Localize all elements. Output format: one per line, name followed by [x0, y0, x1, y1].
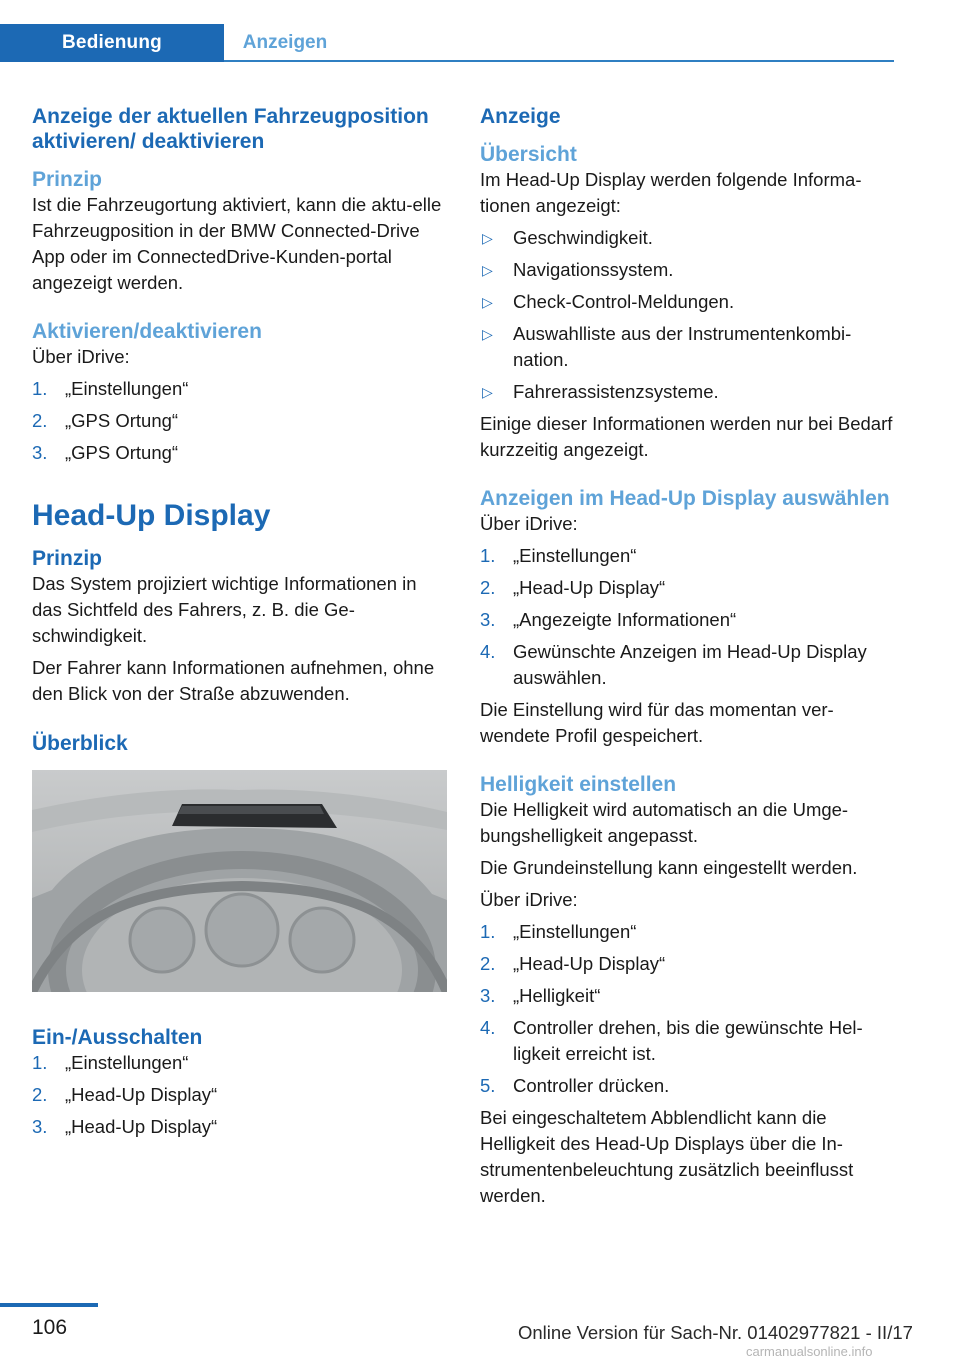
list-item: 4. Controller drehen, bis die gewünschte Hel-ligkeit erreicht ist.: [480, 1017, 863, 1064]
paragraph: Die Grundeinstellung kann eingestellt werden.: [480, 857, 858, 878]
dashboard-illustration: [32, 770, 447, 992]
triangle-bullet-icon: ▷: [482, 294, 493, 310]
list-item: 3. „Angezeigte Informationen“: [480, 609, 737, 630]
list-item: 1. „Einstellungen“: [32, 1052, 189, 1073]
paragraph: Der Fahrer kann Informationen aufnehmen, ohne den Blick von der Straße abzuwenden.: [32, 657, 435, 704]
left-column: [32, 104, 450, 1140]
subheading-aktivieren: Aktivieren/deaktivieren: [32, 320, 262, 343]
paragraph: Das System projiziert wichtige Informationen in das Sichtfeld des Fahrers, z. B. die Ge-schwindigkeit.: [32, 573, 417, 646]
footer-rule: [0, 1303, 98, 1307]
chapter-title-head-up-display: Head-Up Display: [32, 499, 271, 532]
paragraph: Ist die Fahrzeugortung aktiviert, kann die aktu-elle Fahrzeugposition in der BMW Connected-Drive App oder im ConnectedDrive-Kunden-portal angezeigt werden.: [32, 194, 442, 293]
list-item: 2. „GPS Ortung“: [32, 410, 179, 431]
subheading-prinzip: Prinzip: [32, 168, 103, 191]
paragraph: Über iDrive:: [32, 346, 130, 367]
triangle-bullet-icon: ▷: [482, 262, 493, 278]
paragraph: Bei eingeschaltetem Abblendlicht kann die Helligkeit des Head-Up Displays über die In-strumentenbeleuchtung zusätzlich beeinflusst werden.: [480, 1107, 854, 1206]
watermark: carmanualsonline.info: [746, 1344, 873, 1359]
list-item: ▷ Fahrerassistenzsysteme.: [480, 379, 898, 405]
page-number: 106: [32, 1316, 68, 1339]
right-column: [480, 104, 898, 1209]
online-version-note: Online Version für Sach-Nr. 01402977821 - II/17: [518, 1322, 913, 1343]
tab-bedienung[interactable]: Bedienung: [0, 24, 224, 62]
steps-list-anzeigen: [480, 543, 898, 691]
list-item: 2. „Head-Up Display“: [480, 953, 666, 974]
triangle-bullet-icon: ▷: [482, 326, 493, 342]
list-item: 1. „Einstellungen“: [480, 921, 637, 942]
list-item: 3. „GPS Ortung“: [32, 442, 179, 463]
steps-list-gps: [32, 376, 450, 466]
list-item: ▷ Navigationssystem.: [480, 257, 898, 283]
list-item: 4. Gewünschte Anzeigen im Head-Up Display auswählen.: [480, 641, 867, 688]
info-bullet-list: [480, 225, 898, 405]
list-item: 3. „Helligkeit“: [480, 985, 601, 1006]
subheading-prinzip-hud: Prinzip: [32, 547, 103, 570]
list-item: 3. „Head-Up Display“: [32, 1116, 218, 1137]
list-item: 5. Controller drücken.: [480, 1075, 670, 1096]
subheading-uebersicht: Übersicht: [480, 143, 577, 166]
paragraph: Über iDrive:: [480, 513, 578, 534]
paragraph: Über iDrive:: [480, 889, 578, 910]
list-item: ▷ Geschwindigkeit.: [480, 225, 898, 251]
steps-list-helligkeit: [480, 919, 898, 1099]
tab-anzeigen[interactable]: Anzeigen: [242, 32, 328, 53]
triangle-bullet-icon: ▷: [482, 230, 493, 246]
list-item: 1. „Einstellungen“: [32, 378, 189, 399]
paragraph: Im Head-Up Display werden folgende Informa-tionen angezeigt:: [480, 169, 862, 216]
list-item: 2. „Head-Up Display“: [32, 1084, 218, 1105]
subheading-helligkeit: Helligkeit einstellen: [480, 773, 677, 796]
paragraph: Die Helligkeit wird automatisch an die Umge-bungshelligkeit angepasst.: [480, 799, 849, 846]
list-item: ▷ Auswahlliste aus der Instrumentenkombi-nation.: [482, 323, 852, 370]
section-title-anzeige: Anzeige: [480, 105, 561, 128]
paragraph: Die Einstellung wird für das momentan ver-wendete Profil gespeichert.: [480, 699, 834, 746]
paragraph: Einige dieser Informationen werden nur bei Bedarf kurzzeitig angezeigt.: [480, 413, 893, 460]
list-item: 2. „Head-Up Display“: [480, 577, 666, 598]
steps-list-hud: [32, 1050, 450, 1140]
list-item: ▷ Check-Control-Meldungen.: [480, 289, 898, 315]
section-title-fahrzeugposition: Anzeige der aktuellen Fahrzeugposition aktivieren/ deaktivieren: [32, 105, 429, 153]
subheading-ein-ausschalten: Ein-/Ausschalten: [32, 1026, 203, 1049]
triangle-bullet-icon: ▷: [482, 384, 493, 400]
list-item: 1. „Einstellungen“: [480, 545, 637, 566]
subheading-anzeigen-auswaehlen: Anzeigen im Head-Up Display auswählen: [480, 487, 890, 510]
subheading-ueberblick: Überblick: [32, 732, 128, 755]
